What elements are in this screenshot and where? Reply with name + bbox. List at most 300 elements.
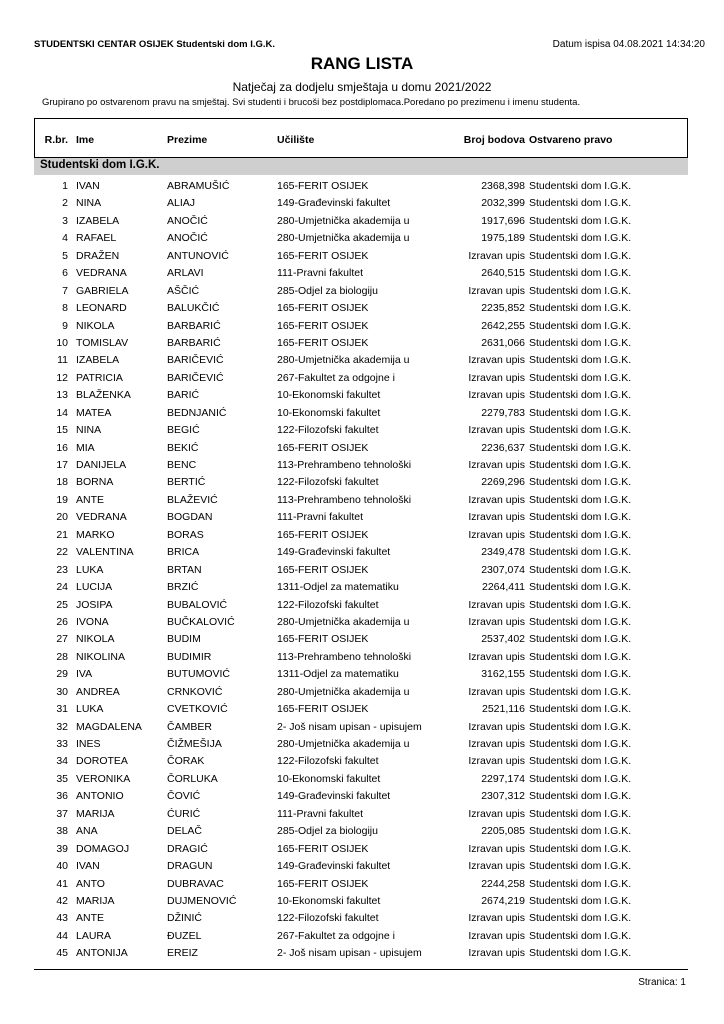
first-name-cell: IZABELA — [76, 214, 120, 227]
awarded-right-cell: Studentski dom I.G.K. — [529, 755, 632, 768]
institution-cell: 122-Filozofski fakultet — [277, 755, 379, 768]
rank-cell: 8 — [62, 302, 68, 315]
last-name-cell: ĆURIĆ — [167, 807, 201, 820]
points-cell: 2032,399 — [481, 197, 525, 210]
points-cell: Izravan upis — [468, 738, 525, 750]
last-name-cell: BUČKALOVIĆ — [167, 615, 235, 628]
last-name-cell: BARBARIĆ — [167, 319, 221, 332]
points-cell: 2642,255 — [481, 319, 525, 332]
last-name-cell: BLAŽEVIĆ — [167, 493, 218, 506]
rank-cell: 32 — [56, 720, 68, 733]
table-row — [0, 754, 724, 771]
first-name-cell: ANTONIO — [76, 790, 124, 803]
institution-cell: 280-Umjetnička akademija u — [277, 615, 410, 628]
first-name-cell: ANDREA — [76, 685, 120, 698]
first-name-cell: BORNA — [76, 476, 114, 489]
last-name-cell: BUTUMOVIĆ — [167, 668, 230, 681]
rank-cell: 27 — [56, 633, 68, 646]
awarded-right-cell: Studentski dom I.G.K. — [529, 528, 632, 541]
rank-cell: 23 — [56, 563, 68, 576]
table-row — [0, 493, 724, 510]
table-row — [0, 720, 724, 737]
points-cell: Izravan upis — [468, 459, 525, 471]
rank-cell: 24 — [56, 581, 68, 594]
first-name-cell: VEDRANA — [76, 267, 127, 280]
last-name-cell: BRICA — [167, 546, 200, 559]
first-name-cell: MAGDALENA — [76, 720, 142, 733]
first-name-cell: MATEA — [76, 406, 112, 419]
first-name-cell: VERONIKA — [76, 772, 131, 785]
first-name-cell: VEDRANA — [76, 511, 127, 524]
awarded-right-cell: Studentski dom I.G.K. — [529, 511, 632, 524]
awarded-right-cell: Studentski dom I.G.K. — [529, 180, 632, 192]
awarded-right-cell: Studentski dom I.G.K. — [529, 825, 632, 838]
awarded-right-cell: Studentski dom I.G.K. — [529, 842, 632, 855]
awarded-right-cell: Studentski dom I.G.K. — [529, 894, 632, 907]
last-name-cell: BUDIMIR — [167, 650, 212, 663]
last-name-cell: BEDNJANIĆ — [167, 406, 227, 419]
table-row — [0, 807, 724, 824]
last-name-cell: BEGIĆ — [167, 424, 200, 437]
awarded-right-cell: Studentski dom I.G.K. — [529, 790, 632, 803]
institution-cell: 165-FERIT OSIJEK — [277, 302, 369, 315]
points-cell: Izravan upis — [468, 720, 525, 733]
last-name-cell: BRTAN — [167, 563, 202, 576]
rank-cell: 6 — [62, 267, 68, 280]
points-cell: 2236,637 — [481, 441, 525, 454]
institution-cell: 165-FERIT OSIJEK — [277, 180, 369, 192]
points-cell: 2307,074 — [481, 563, 525, 576]
institution-cell: 149-Građevinski fakultet — [277, 546, 391, 559]
awarded-right-cell: Studentski dom I.G.K. — [529, 476, 632, 489]
table-row — [0, 545, 724, 562]
first-name-cell: PATRICIA — [76, 371, 123, 384]
last-name-cell: ČOVIĆ — [167, 790, 201, 803]
table-row — [0, 789, 724, 806]
table-row — [0, 563, 724, 580]
points-cell: 1917,696 — [481, 214, 525, 227]
institution-cell: 111-Pravni fakultet — [277, 511, 363, 524]
rank-cell: 18 — [56, 476, 68, 489]
first-name-cell: MARKO — [76, 528, 115, 541]
awarded-right-cell: Studentski dom I.G.K. — [529, 319, 632, 332]
table-row — [0, 458, 724, 475]
institution-cell: 165-FERIT OSIJEK — [277, 336, 369, 349]
table-row — [0, 667, 724, 684]
first-name-cell: GABRIELA — [76, 284, 129, 297]
table-row — [0, 929, 724, 946]
awarded-right-cell: Studentski dom I.G.K. — [529, 668, 632, 681]
institution-cell: 165-FERIT OSIJEK — [277, 877, 369, 890]
awarded-right-cell: Studentski dom I.G.K. — [529, 633, 632, 646]
table-row — [0, 911, 724, 928]
institution-cell: 111-Pravni fakultet — [277, 267, 363, 280]
last-name-cell: DŽINIĆ — [167, 912, 202, 925]
institution-cell: 10-Ekonomski fakultet — [277, 772, 381, 785]
first-name-cell: ANTONIJA — [76, 947, 128, 960]
last-name-cell: ĐUZEL — [167, 929, 202, 942]
table-row — [0, 475, 724, 492]
rank-cell: 7 — [62, 284, 68, 297]
awarded-right-cell: Studentski dom I.G.K. — [529, 807, 632, 820]
first-name-cell: ANTE — [76, 493, 105, 506]
points-cell: Izravan upis — [468, 598, 525, 611]
last-name-cell: CVETKOVIĆ — [167, 703, 228, 716]
institution-cell: 165-FERIT OSIJEK — [277, 842, 369, 855]
table-row — [0, 859, 724, 876]
institution-cell: 165-FERIT OSIJEK — [277, 319, 369, 332]
rank-cell: 15 — [56, 424, 68, 437]
last-name-cell: ARLAVI — [167, 267, 204, 280]
organization-header: STUDENTSKI CENTAR OSIJEK Studentski dom I.G.K. — [34, 39, 276, 50]
table-row — [0, 284, 724, 301]
first-name-cell: IVAN — [76, 180, 100, 192]
awarded-right-cell: Studentski dom I.G.K. — [529, 214, 632, 227]
last-name-cell: EREIZ — [167, 947, 198, 960]
last-name-cell: BUBALOVIĆ — [167, 598, 228, 611]
column-header-rbr: R.br. — [44, 134, 68, 146]
page-subtitle: Natječaj za dodjelu smještaja u domu 2021/2022 — [232, 80, 492, 94]
rank-cell: 17 — [56, 459, 68, 471]
awarded-right-cell: Studentski dom I.G.K. — [529, 424, 632, 437]
table-row — [0, 528, 724, 545]
institution-cell: 113-Prehrambeno tehnološki — [277, 493, 412, 506]
table-row — [0, 336, 724, 353]
table-row — [0, 894, 724, 911]
awarded-right-cell: Studentski dom I.G.K. — [529, 354, 632, 367]
first-name-cell: NINA — [76, 424, 102, 437]
rank-cell: 30 — [56, 685, 68, 698]
institution-cell: 285-Odjel za biologiju — [277, 284, 378, 297]
awarded-right-cell: Studentski dom I.G.K. — [529, 232, 632, 245]
institution-cell: 280-Umjetnička akademija u — [277, 214, 410, 227]
institution-cell: 122-Filozofski fakultet — [277, 476, 379, 489]
column-header-bodovi: Broj bodova — [463, 134, 525, 146]
last-name-cell: BORAS — [167, 528, 204, 541]
last-name-cell: BARBARIĆ — [167, 336, 221, 349]
awarded-right-cell: Studentski dom I.G.K. — [529, 267, 632, 280]
awarded-right-cell: Studentski dom I.G.K. — [529, 389, 632, 402]
awarded-right-cell: Studentski dom I.G.K. — [529, 459, 632, 471]
last-name-cell: BUDIM — [167, 633, 201, 646]
points-cell: Izravan upis — [468, 807, 525, 820]
table-row — [0, 685, 724, 702]
rank-cell: 2 — [62, 197, 68, 210]
first-name-cell: DOROTEA — [76, 755, 128, 768]
rank-cell: 4 — [62, 232, 68, 245]
awarded-right-cell: Studentski dom I.G.K. — [529, 877, 632, 890]
points-cell: Izravan upis — [468, 354, 525, 367]
page-title: RANG LISTA — [310, 54, 414, 73]
rank-cell: 42 — [56, 894, 68, 907]
page-number: Stranica: 1 — [638, 977, 686, 988]
first-name-cell: IVAN — [76, 860, 100, 873]
points-cell: 2521,116 — [481, 703, 525, 716]
rank-cell: 40 — [56, 860, 68, 873]
last-name-cell: AŠČIĆ — [167, 284, 200, 297]
ranking-table-body — [0, 179, 724, 964]
rank-cell: 33 — [56, 738, 68, 750]
rank-cell: 36 — [56, 790, 68, 803]
column-header-ime: Ime — [76, 134, 95, 146]
points-cell: Izravan upis — [468, 511, 525, 524]
first-name-cell: ANTO — [76, 877, 105, 890]
awarded-right-cell: Studentski dom I.G.K. — [529, 615, 632, 628]
table-row — [0, 824, 724, 841]
points-cell: 2349,478 — [481, 546, 525, 559]
rank-cell: 12 — [56, 371, 68, 384]
institution-cell: 122-Filozofski fakultet — [277, 912, 379, 925]
rank-cell: 43 — [56, 912, 68, 925]
last-name-cell: ČIŽMEŠIJA — [167, 738, 222, 750]
points-cell: Izravan upis — [468, 249, 525, 262]
points-cell: 3162,155 — [481, 668, 525, 681]
points-cell: Izravan upis — [468, 493, 525, 506]
first-name-cell: RAFAEL — [76, 232, 117, 245]
institution-cell: 2- Još nisam upisan - upisujem — [277, 947, 422, 960]
group-header-label: Studentski dom I.G.K. — [40, 159, 160, 171]
last-name-cell: ČAMBER — [167, 720, 212, 733]
awarded-right-cell: Studentski dom I.G.K. — [529, 336, 632, 349]
last-name-cell: ČORLUKA — [167, 772, 218, 785]
awarded-right-cell: Studentski dom I.G.K. — [529, 912, 632, 925]
rank-cell: 28 — [56, 650, 68, 663]
awarded-right-cell: Studentski dom I.G.K. — [529, 197, 632, 210]
table-row — [0, 371, 724, 388]
first-name-cell: IZABELA — [76, 354, 120, 367]
points-cell: 2674,219 — [481, 894, 525, 907]
table-row — [0, 423, 724, 440]
last-name-cell: ANOČIĆ — [167, 214, 208, 227]
first-name-cell: ANA — [76, 825, 98, 838]
institution-cell: 267-Fakultet za odgojne i — [277, 371, 395, 384]
institution-cell: 2- Još nisam upisan - upisujem — [277, 720, 422, 733]
first-name-cell: NIKOLA — [76, 633, 115, 646]
institution-cell: 280-Umjetnička akademija u — [277, 354, 410, 367]
table-row — [0, 196, 724, 213]
rank-cell: 38 — [56, 825, 68, 838]
first-name-cell: LUKA — [76, 703, 104, 716]
awarded-right-cell: Studentski dom I.G.K. — [529, 720, 632, 733]
points-cell: 2631,066 — [481, 336, 525, 349]
points-cell: 1975,189 — [481, 232, 525, 245]
awarded-right-cell: Studentski dom I.G.K. — [529, 493, 632, 506]
points-cell: Izravan upis — [468, 424, 525, 437]
points-cell: 2307,312 — [481, 790, 525, 803]
first-name-cell: DOMAGOJ — [76, 842, 130, 855]
table-row — [0, 632, 724, 649]
table-row — [0, 214, 724, 231]
points-cell: 2640,515 — [481, 267, 525, 280]
institution-cell: 280-Umjetnička akademija u — [277, 232, 410, 245]
rank-cell: 31 — [56, 703, 68, 716]
awarded-right-cell: Studentski dom I.G.K. — [529, 441, 632, 454]
institution-cell: 149-Građevinski fakultet — [277, 197, 391, 210]
institution-cell: 267-Fakultet za odgojne i — [277, 929, 395, 942]
table-row — [0, 406, 724, 423]
awarded-right-cell: Studentski dom I.G.K. — [529, 860, 632, 873]
rank-cell: 3 — [62, 214, 68, 227]
rank-cell: 26 — [56, 615, 68, 628]
points-cell: 2264,411 — [481, 581, 525, 594]
last-name-cell: BARIČEVIĆ — [167, 354, 224, 367]
awarded-right-cell: Studentski dom I.G.K. — [529, 650, 632, 663]
rank-cell: 41 — [56, 877, 68, 890]
table-row — [0, 615, 724, 632]
points-cell: Izravan upis — [468, 929, 525, 942]
first-name-cell: JOSIPA — [76, 598, 113, 611]
awarded-right-cell: Studentski dom I.G.K. — [529, 703, 632, 716]
points-cell: Izravan upis — [468, 912, 525, 925]
first-name-cell: MIA — [76, 441, 95, 454]
last-name-cell: BARIČEVIĆ — [167, 371, 224, 384]
last-name-cell: BARIĆ — [167, 389, 200, 402]
table-row — [0, 510, 724, 527]
institution-cell: 10-Ekonomski fakultet — [277, 406, 381, 419]
table-row — [0, 877, 724, 894]
points-cell: 2279,783 — [481, 406, 525, 419]
institution-cell: 165-FERIT OSIJEK — [277, 441, 369, 454]
points-cell: Izravan upis — [468, 947, 525, 960]
rank-cell: 13 — [56, 389, 68, 402]
table-row — [0, 353, 724, 370]
column-header-prezime: Prezime — [167, 134, 208, 146]
points-cell: 2368,398 — [481, 180, 525, 192]
first-name-cell: NINA — [76, 197, 102, 210]
last-name-cell: BEKIĆ — [167, 441, 199, 454]
institution-cell: 1311-Odjel za matematiku — [277, 668, 399, 681]
institution-cell: 111-Pravni fakultet — [277, 807, 363, 820]
institution-cell: 165-FERIT OSIJEK — [277, 633, 369, 646]
table-row — [0, 388, 724, 405]
rank-cell: 37 — [56, 807, 68, 820]
grouping-note: Grupirano po ostvarenom pravu na smještaj. Svi studenti i brucoši bez postdiplomaca.Poredano po prezimenu i imenu studenta. — [42, 97, 581, 108]
table-row — [0, 580, 724, 597]
first-name-cell: LAURA — [76, 929, 112, 942]
first-name-cell: NIKOLA — [76, 319, 115, 332]
last-name-cell: ČORAK — [167, 755, 205, 768]
rank-cell: 19 — [56, 493, 68, 506]
table-row — [0, 772, 724, 789]
table-row — [0, 737, 724, 754]
column-header-pravo: Ostvareno pravo — [529, 134, 613, 146]
awarded-right-cell: Studentski dom I.G.K. — [529, 284, 632, 297]
institution-cell: 122-Filozofski fakultet — [277, 598, 379, 611]
awarded-right-cell: Studentski dom I.G.K. — [529, 598, 632, 611]
institution-cell: 10-Ekonomski fakultet — [277, 894, 381, 907]
points-cell: Izravan upis — [468, 650, 525, 663]
table-row — [0, 179, 724, 196]
rank-cell: 11 — [57, 354, 68, 367]
first-name-cell: ANTE — [76, 912, 105, 925]
points-cell: 2235,852 — [481, 302, 525, 315]
first-name-cell: MARIJA — [76, 894, 115, 907]
table-row — [0, 702, 724, 719]
points-cell: Izravan upis — [468, 860, 525, 873]
rank-cell: 44 — [56, 929, 68, 942]
institution-cell: 113-Prehrambeno tehnološki — [277, 459, 412, 471]
awarded-right-cell: Studentski dom I.G.K. — [529, 371, 632, 384]
last-name-cell: ANOČIĆ — [167, 232, 208, 245]
institution-cell: 165-FERIT OSIJEK — [277, 249, 369, 262]
first-name-cell: DANIJELA — [76, 459, 127, 471]
print-date: Datum ispisa 04.08.2021 14:34:20 — [552, 39, 705, 50]
institution-cell: 165-FERIT OSIJEK — [277, 528, 369, 541]
first-name-cell: INES — [76, 738, 101, 750]
first-name-cell: IVA — [76, 668, 93, 681]
institution-cell: 165-FERIT OSIJEK — [277, 703, 369, 716]
last-name-cell: ANTUNOVIĆ — [167, 249, 229, 262]
awarded-right-cell: Studentski dom I.G.K. — [529, 302, 632, 315]
institution-cell: 149-Građevinski fakultet — [277, 790, 391, 803]
first-name-cell: DRAŽEN — [76, 249, 120, 262]
points-cell: Izravan upis — [468, 615, 525, 628]
last-name-cell: DRAGUN — [167, 860, 213, 873]
first-name-cell: VALENTINA — [76, 546, 134, 559]
table-row — [0, 946, 724, 963]
awarded-right-cell: Studentski dom I.G.K. — [529, 929, 632, 942]
last-name-cell: BRZIĆ — [167, 581, 199, 594]
points-cell: Izravan upis — [468, 371, 525, 384]
points-cell: Izravan upis — [468, 755, 525, 768]
institution-cell: 165-FERIT OSIJEK — [277, 563, 369, 576]
rank-cell: 20 — [56, 511, 68, 524]
points-cell: 2269,296 — [481, 476, 525, 489]
table-row — [0, 650, 724, 667]
footer-divider — [34, 969, 688, 970]
institution-cell: 10-Ekonomski fakultet — [277, 389, 381, 402]
awarded-right-cell: Studentski dom I.G.K. — [529, 581, 632, 594]
institution-cell: 280-Umjetnička akademija u — [277, 738, 410, 750]
last-name-cell: BOGDAN — [167, 511, 213, 524]
last-name-cell: DUBRAVAC — [167, 877, 224, 890]
last-name-cell: ABRAMUŠIĆ — [167, 180, 230, 192]
table-row — [0, 249, 724, 266]
institution-cell: 285-Odjel za biologiju — [277, 825, 378, 838]
first-name-cell: LEONARD — [76, 302, 127, 315]
last-name-cell: BENC — [167, 459, 197, 471]
first-name-cell: LUKA — [76, 563, 104, 576]
points-cell: Izravan upis — [468, 528, 525, 541]
rank-cell: 5 — [62, 249, 68, 262]
first-name-cell: LUCIJA — [76, 581, 113, 594]
institution-cell: 1311-Odjel za matematiku — [277, 581, 399, 594]
last-name-cell: DUJMENOVIĆ — [167, 894, 237, 907]
rank-cell: 14 — [56, 406, 68, 419]
points-cell: Izravan upis — [468, 685, 525, 698]
rank-cell: 1 — [62, 180, 68, 192]
rank-cell: 9 — [62, 319, 68, 332]
last-name-cell: DELAČ — [167, 825, 203, 838]
table-row — [0, 598, 724, 615]
points-cell: 2205,085 — [481, 825, 525, 838]
rank-cell: 22 — [56, 546, 68, 559]
rank-cell: 21 — [56, 528, 68, 541]
table-row — [0, 441, 724, 458]
points-cell: 2244,258 — [481, 877, 525, 890]
rank-cell: 45 — [56, 947, 68, 960]
table-row — [0, 231, 724, 248]
column-header-uciliste: Učilište — [277, 134, 315, 146]
awarded-right-cell: Studentski dom I.G.K. — [529, 947, 632, 960]
rank-cell: 34 — [56, 755, 68, 768]
awarded-right-cell: Studentski dom I.G.K. — [529, 738, 632, 750]
last-name-cell: BERTIĆ — [167, 476, 206, 489]
rank-cell: 39 — [56, 842, 68, 855]
rank-cell: 10 — [56, 336, 68, 349]
first-name-cell: IVONA — [76, 615, 109, 628]
last-name-cell: BALUKČIĆ — [167, 302, 220, 315]
